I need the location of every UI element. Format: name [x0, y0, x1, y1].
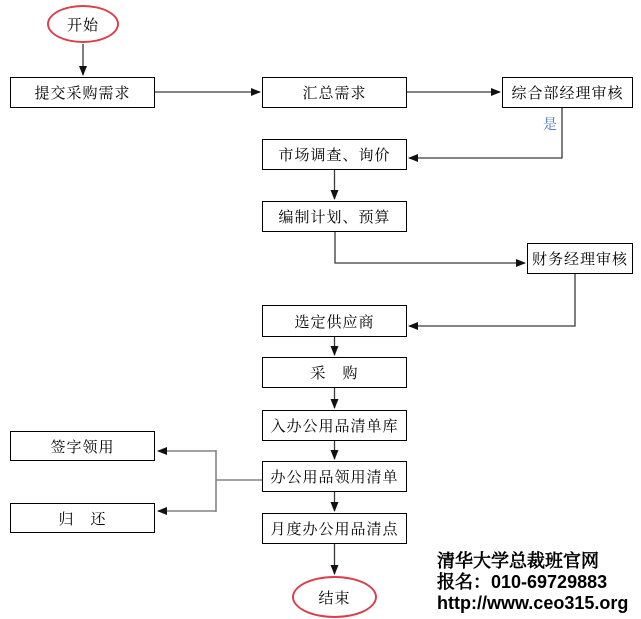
node-market-survey: 市场调查、询价 — [262, 139, 407, 170]
node-finance-manager-review: 财务经理审核 — [527, 243, 633, 274]
node-submit-request: 提交采购需求 — [10, 77, 155, 108]
node-monthly-inventory: 月度办公用品清点 — [262, 513, 407, 544]
node-requisition-list: 办公用品领用清单 — [262, 461, 407, 492]
node-general-manager-review: 综合部经理审核 — [502, 77, 633, 108]
watermark-site-name: 清华大学总裁班官网 — [437, 551, 599, 571]
watermark-url: http://www.ceo315.org — [437, 593, 629, 613]
connector-manager-to-market — [409, 108, 562, 158]
node-plan-budget: 编制计划、预算 — [262, 201, 407, 232]
node-purchase: 采 购 — [262, 357, 407, 388]
node-supplies-list-db: 入办公用品清单库 — [262, 410, 407, 441]
node-summarize-demand: 汇总需求 — [262, 77, 407, 108]
watermark-phone: 报名：010-69729883 — [437, 572, 608, 592]
yes-branch-label: 是 — [543, 116, 557, 132]
node-sign-receive: 签字领用 — [10, 431, 155, 461]
connector-finance-to-select — [409, 274, 575, 326]
connector-plan-to-finance — [335, 232, 525, 263]
start-terminator: 开始 — [47, 5, 119, 43]
node-select-supplier: 选定供应商 — [262, 305, 407, 337]
watermark — [437, 551, 628, 614]
end-terminator: 结束 — [292, 576, 377, 618]
node-return-item: 归 还 — [10, 503, 155, 533]
